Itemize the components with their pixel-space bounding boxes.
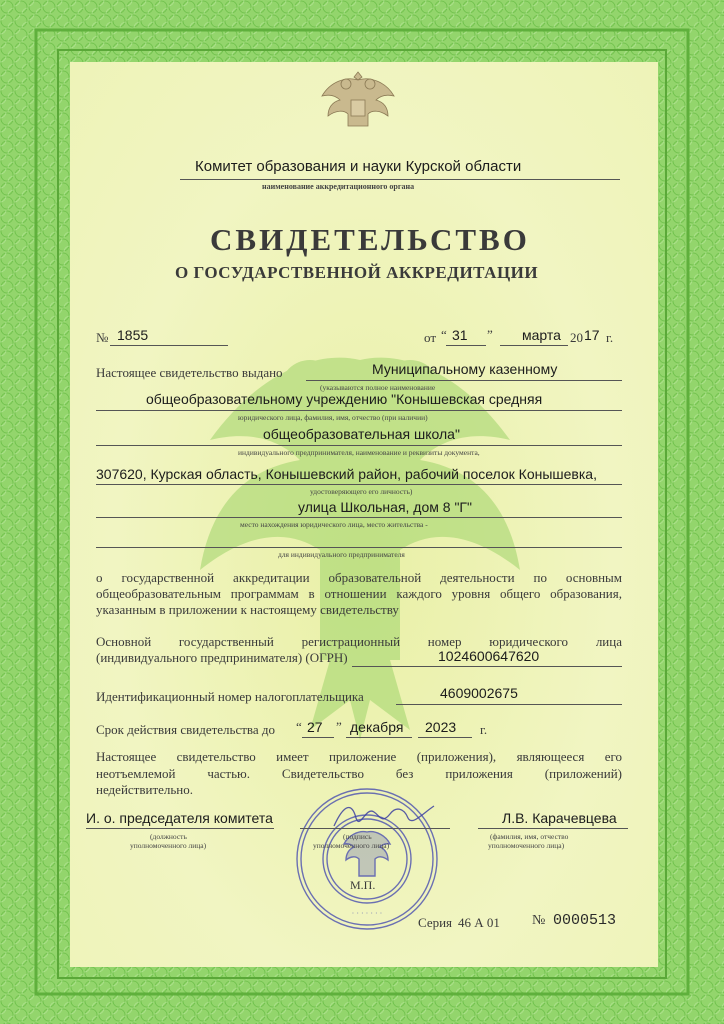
seal-place-label: М.П.: [350, 878, 376, 892]
series-value: 46 А 01: [458, 915, 500, 930]
authority-caption: наименование аккредитационного органа: [262, 182, 415, 191]
holder-caption-4: удостоверяющего его личность): [310, 487, 413, 496]
ogrn-underline: [352, 666, 622, 667]
holder-caption-2: юридического лица, фамилия, имя, отчество (при наличии): [238, 413, 428, 422]
validity-label: Срок действия свидетельства до: [96, 722, 276, 737]
date-open-quote: “: [441, 327, 447, 342]
name-caption-1: (фамилия, имя, отчество: [490, 832, 569, 841]
holder-caption-5: место нахождения юридического лица, место жительства -: [240, 520, 428, 529]
holder-caption-3: индивидуального предпринимателя, наименование и реквизиты документа,: [238, 448, 480, 457]
signature-caption-1: (подпись: [343, 832, 372, 841]
name-caption-2: уполномоченного лица): [488, 841, 565, 850]
form-serial-number: 0000513: [553, 912, 617, 929]
ogrn-value: 1024600647620: [438, 648, 540, 664]
validity-day: 27: [307, 719, 323, 735]
holder-line-2: общеобразовательному учреждению "Конышевская средняя: [146, 391, 543, 407]
appendix-text-2: неотъемлемой частью. Свидетельство без приложения (приложений): [96, 766, 622, 781]
issue-year-prefix: 20: [570, 330, 583, 345]
validity-month: декабря: [350, 719, 404, 735]
validity-day-underline: [302, 737, 334, 738]
issue-day: 31: [452, 327, 468, 343]
holder-underline-6: [96, 547, 622, 548]
validity-year-underline: [418, 737, 472, 738]
series-number-label: №: [532, 913, 546, 928]
holder-caption-1: (указываются полное наименование: [320, 383, 436, 392]
accreditation-text-3: указанным в приложении к настоящему свидетельству: [96, 602, 399, 617]
accreditation-authority: Комитет образования и науки Курской области: [195, 158, 522, 175]
year-g-label: г.: [606, 330, 614, 345]
position-caption-1: (должность: [150, 832, 187, 841]
date-from-label: от: [424, 330, 437, 345]
inn-value: 4609002675: [440, 685, 518, 701]
svg-text:· · · · · · ·: · · · · · · ·: [351, 909, 383, 918]
holder-underline-5: [96, 517, 622, 518]
authority-underline: [180, 179, 620, 180]
validity-open-quote: “: [296, 719, 302, 734]
signatory-position: И. о. председателя комитета: [86, 810, 273, 826]
name-underline: [478, 828, 628, 829]
accreditation-text-1: о государственной аккредитации образовательной деятельности по основным: [96, 570, 622, 585]
document-subtitle: О ГОСУДАРСТВЕННОЙ АККРЕДИТАЦИИ: [175, 263, 539, 282]
coat-of-arms-emblem: [316, 66, 400, 138]
validity-month-underline: [346, 737, 412, 738]
inn-underline: [396, 704, 622, 705]
holder-underline-4: [96, 484, 622, 485]
holder-address: 307620, Курская область, Конышевский район, рабочий поселок Конышевка,: [96, 466, 597, 482]
validity-g-label: г.: [480, 722, 488, 737]
holder-caption-6: для индивидуального предпринимателя: [278, 550, 405, 559]
series-label: Серия: [418, 915, 453, 930]
holder-underline-3: [96, 445, 622, 446]
month-underline: [500, 345, 568, 346]
handwritten-signature: [330, 796, 440, 834]
holder-underline-2: [96, 410, 622, 411]
issued-label: Настоящее свидетельство выдано: [96, 365, 283, 380]
document-title: СВИДЕТЕЛЬСТВО: [210, 222, 530, 257]
inn-label: Идентификационный номер налогоплательщика: [96, 689, 364, 704]
validity-close-quote: ”: [336, 719, 342, 734]
certificate-number: 1855: [117, 327, 149, 343]
holder-underline-1: [306, 380, 622, 381]
appendix-text-1: Настоящее свидетельство имеет приложение (приложения), являющееся его: [96, 749, 622, 764]
holder-line-3: общеобразовательная школа": [263, 426, 460, 442]
holder-line-1: Муниципальному казенному: [372, 361, 558, 377]
date-close-quote: ”: [487, 327, 493, 342]
issue-month: марта: [522, 327, 561, 343]
holder-street: улица Школьная, дом 8 "Г": [298, 499, 472, 515]
appendix-text-3: недействительно.: [96, 782, 194, 797]
signatory-name: Л.В. Карачевцева: [502, 810, 617, 826]
validity-year: 2023: [425, 719, 457, 735]
signature-caption-2: уполномоченного лица): [313, 841, 390, 850]
number-underline: [110, 345, 228, 346]
position-caption-2: уполномоченного лица): [130, 841, 207, 850]
issue-year-suffix: 17: [584, 327, 600, 343]
day-underline: [446, 345, 486, 346]
position-underline: [86, 828, 274, 829]
ogrn-label-1: Основной государственный регистрационный номер юридического лица: [96, 634, 622, 649]
accreditation-text-2: общеобразовательным программам в отношении каждого уровня общего образования,: [96, 586, 622, 601]
ogrn-label-2: (индивидуального предпринимателя) (ОГРН): [96, 650, 348, 665]
number-label: №: [96, 330, 109, 345]
